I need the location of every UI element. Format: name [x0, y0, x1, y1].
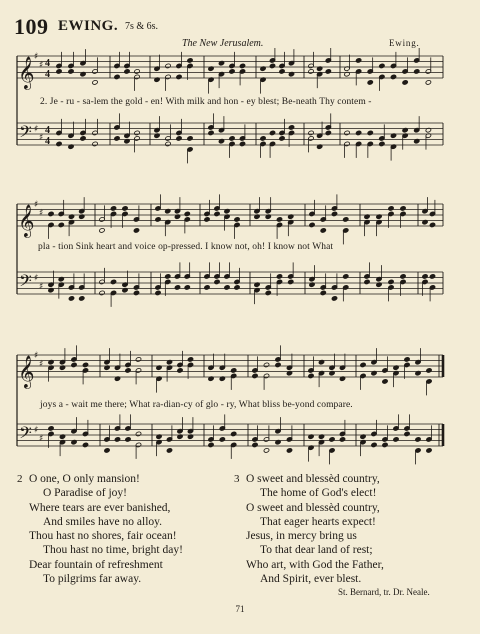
verse-line: O Paradise of joy!	[43, 487, 127, 500]
note-head	[80, 136, 86, 141]
note-head	[114, 74, 120, 79]
tune-name: EWING.	[58, 18, 119, 34]
note-head	[275, 362, 281, 367]
note-head	[426, 368, 432, 373]
page-number: 71	[235, 604, 245, 614]
note-head	[393, 437, 399, 442]
note-head	[402, 80, 408, 85]
note-head	[400, 206, 406, 211]
note-head	[263, 362, 269, 367]
note-head	[343, 274, 349, 279]
note-head	[124, 69, 130, 74]
note-head	[426, 448, 432, 453]
note-head	[187, 58, 193, 63]
note-head	[48, 426, 54, 431]
note-head	[166, 448, 172, 453]
time-signature-icon: 4	[45, 136, 50, 147]
note-head	[114, 437, 120, 442]
treble-clef-icon: 𝄞	[18, 204, 35, 237]
note-head	[360, 362, 366, 367]
note-head	[122, 206, 128, 211]
note-head	[308, 373, 314, 378]
note-head	[414, 69, 420, 74]
verse-line: Jesus, in mercy bring us	[246, 530, 357, 543]
note-head	[176, 74, 182, 79]
sharp-icon: ♯	[34, 425, 39, 436]
sharp-icon: ♯	[39, 132, 44, 143]
note-head	[155, 217, 161, 222]
note-head	[329, 437, 335, 442]
note-head	[184, 211, 190, 216]
note-head	[174, 285, 180, 290]
note-head	[165, 141, 171, 146]
note-head	[204, 217, 210, 222]
note-head	[339, 437, 345, 442]
note-head	[422, 274, 428, 279]
note-head	[382, 442, 388, 447]
note-head	[265, 290, 271, 295]
note-head	[82, 362, 88, 367]
note-head	[379, 141, 385, 146]
verse-line: To pilgrims far away.	[43, 573, 142, 586]
note-head	[219, 437, 225, 442]
verse-line: Dear fountain of refreshment	[29, 558, 163, 571]
note-head	[48, 211, 54, 216]
note-head	[110, 279, 116, 284]
note-head	[176, 136, 182, 141]
note-head	[99, 228, 105, 233]
note-head	[404, 357, 410, 362]
note-head	[68, 296, 74, 301]
note-head	[252, 442, 258, 447]
note-head	[184, 285, 190, 290]
note-head	[320, 228, 326, 233]
note-head	[344, 130, 350, 135]
note-head	[239, 141, 245, 146]
note-head	[208, 130, 214, 135]
note-head	[231, 368, 237, 373]
note-head	[79, 296, 85, 301]
note-head	[231, 431, 237, 436]
note-head	[260, 136, 266, 141]
note-head	[58, 222, 64, 227]
note-head	[269, 130, 275, 135]
hymn-subtitle: The New Jerusalem.	[182, 38, 264, 49]
verse-2	[29, 472, 183, 586]
note-head	[288, 125, 294, 130]
attribution: St. Bernard, tr. Dr. Neale.	[338, 587, 430, 597]
note-head	[134, 69, 140, 74]
note-head	[404, 431, 410, 436]
note-head	[204, 285, 210, 290]
note-head	[214, 279, 220, 284]
verse-line: Thou hast no time, bright day!	[43, 544, 183, 557]
verse-line: And Spirit, ever blest.	[260, 573, 362, 586]
note-head	[308, 130, 314, 135]
sharp-icon: ♯	[34, 351, 39, 361]
note-head	[229, 136, 235, 141]
verse-line: O sweet and blessèd country,	[246, 473, 380, 485]
note-head	[133, 290, 139, 295]
note-head	[135, 431, 141, 436]
note-head	[379, 63, 385, 68]
note-head	[276, 217, 282, 222]
note-head	[99, 290, 105, 295]
note-head	[331, 211, 337, 216]
note-head	[320, 290, 326, 295]
note-head	[133, 228, 139, 233]
note-head	[56, 69, 62, 74]
note-head	[92, 141, 98, 146]
note-head	[125, 437, 131, 442]
treble-clef-icon: 𝄞	[18, 355, 35, 388]
sharp-icon: ♯	[39, 433, 44, 444]
hymn-number: 109	[14, 14, 49, 39]
sharp-icon: ♯	[39, 60, 44, 71]
note-head	[155, 290, 161, 295]
note-head	[425, 80, 431, 85]
note-head	[234, 285, 240, 290]
note-head	[325, 130, 331, 135]
note-head	[288, 279, 294, 284]
note-head	[279, 69, 285, 74]
note-head	[382, 379, 388, 384]
verse-line: Who art, with God the Father,	[246, 558, 384, 571]
verse-line: Where tears are ever banished,	[29, 501, 171, 514]
note-head	[234, 217, 240, 222]
note-head	[371, 442, 377, 447]
sharp-icon: ♯	[39, 208, 44, 219]
lyric-line-1: 2. Je - ru - sa-lem the gold - en! With milk and hon - ey blest; Be-neath Thy contem -	[40, 97, 372, 107]
note-head	[165, 63, 171, 68]
note-head	[104, 448, 110, 453]
music-system-1	[0, 48, 480, 178]
note-head	[92, 80, 98, 85]
note-head	[135, 357, 141, 362]
note-head	[356, 130, 362, 135]
note-head	[415, 437, 421, 442]
note-head	[308, 69, 314, 74]
verse-line: And smiles have no alloy.	[43, 515, 163, 528]
note-head	[388, 206, 394, 211]
note-head	[390, 74, 396, 79]
note-head	[309, 222, 315, 227]
note-head	[279, 136, 285, 141]
verse-line: O one, O only mansion!	[29, 473, 140, 485]
music-system-2	[0, 192, 480, 322]
note-head	[331, 296, 337, 301]
note-head	[429, 274, 435, 279]
verse-3	[246, 472, 384, 586]
note-head	[364, 279, 370, 284]
note-head	[114, 136, 120, 141]
note-head	[208, 442, 214, 447]
note-head	[177, 368, 183, 373]
sharp-icon: ♯	[34, 200, 39, 210]
bass-clef-icon: 𝄢	[19, 121, 32, 146]
treble-clef-icon: 𝄞	[18, 56, 35, 89]
sharp-icon: ♯	[34, 52, 39, 62]
meter: 7s & 6s.	[125, 21, 159, 32]
note-head	[252, 373, 258, 378]
note-head	[239, 63, 245, 68]
sharp-icon: ♯	[34, 273, 39, 284]
composer-name: Ewing.	[389, 38, 420, 48]
note-head	[224, 285, 230, 290]
note-head	[68, 69, 74, 74]
note-head	[125, 368, 131, 373]
note-head	[263, 448, 269, 453]
note-head	[56, 141, 62, 146]
verse-line: That eager hearts expect!	[260, 515, 376, 528]
verse-number: 2	[17, 473, 23, 485]
note-head	[187, 136, 193, 141]
verse-line: To that dear land of rest;	[260, 544, 373, 557]
time-signature-icon: 4	[45, 69, 50, 80]
note-head	[214, 211, 220, 216]
note-head	[134, 130, 140, 135]
note-head	[269, 63, 275, 68]
verse-line: The home of God's elect!	[260, 487, 377, 500]
note-head	[388, 279, 394, 284]
sharp-icon: ♯	[34, 124, 39, 135]
note-head	[71, 362, 77, 367]
note-head	[343, 217, 349, 222]
note-head	[110, 206, 116, 211]
lyric-line-3: joys a - wait me there; What ra-dian-cy of glo - ry, What bliss be-yond compare.	[40, 400, 353, 410]
note-head	[187, 357, 193, 362]
note-head	[229, 69, 235, 74]
time-signature-icon: 4	[45, 58, 50, 69]
sharp-icon: ♯	[39, 281, 44, 292]
bass-clef-icon: 𝄢	[19, 270, 32, 295]
note-head	[325, 69, 331, 74]
verse-number: 3	[234, 473, 240, 485]
bass-clef-icon: 𝄢	[19, 422, 32, 447]
lyric-line-2: pla - tion Sink heart and voice op-pressed. I know not, oh! I know not What	[38, 242, 334, 252]
note-head	[276, 274, 282, 279]
note-head	[429, 222, 435, 227]
note-head	[82, 442, 88, 447]
sharp-icon: ♯	[39, 359, 44, 370]
verse-line: O sweet and blessèd country,	[246, 501, 380, 514]
note-head	[367, 130, 373, 135]
note-head	[367, 80, 373, 85]
note-head	[286, 448, 292, 453]
time-signature-icon: 4	[45, 125, 50, 136]
note-head	[356, 58, 362, 63]
note-head	[400, 274, 406, 279]
verse-line: Thou hast no shores, fair ocean!	[29, 530, 177, 543]
note-head	[165, 274, 171, 279]
